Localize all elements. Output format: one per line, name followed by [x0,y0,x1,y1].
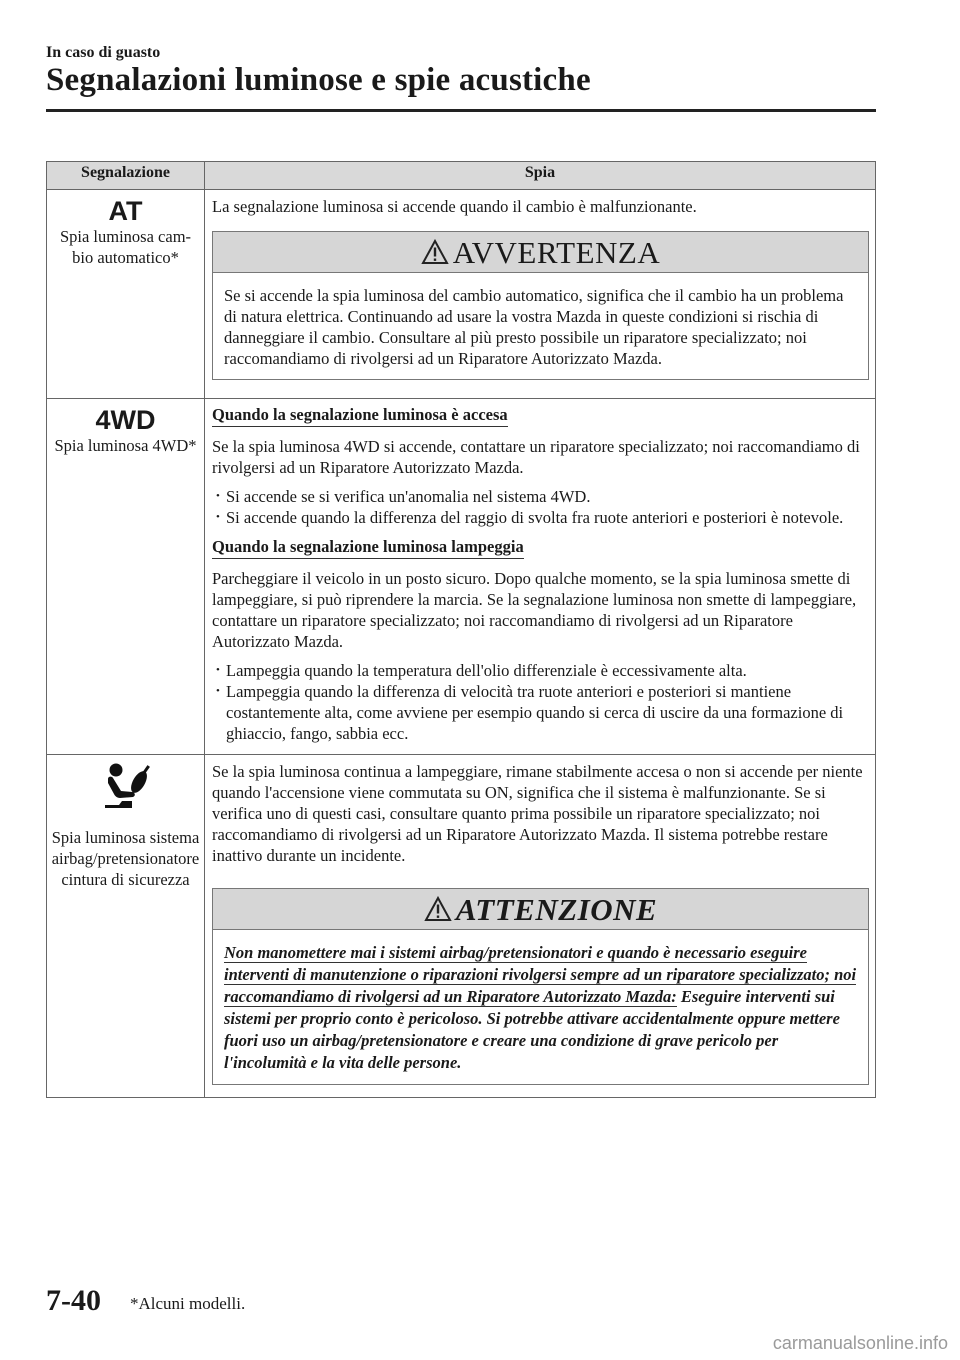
description-cell [205,190,876,399]
subheading-blinking: Quando la segnalazione luminosa lampeggia [212,536,524,559]
table-row [47,755,876,1098]
table-row [47,399,876,755]
warning-triangle-icon [421,239,449,265]
description-text: Parcheggiare il veicolo in un posto sicuro. Dopo qualche momento, se la spia luminosa smette di lampeggiare, si può riprendere la marcia. Se la segnalazione luminosa non smette di lampeggiare, contattare un riparatore specializzato; noi raccomandiamo di rivolgersi ad un Riparatore Autorizzato Mazda. [212,569,857,651]
at-symbol-icon: AT [108,196,143,226]
signal-cell-4wd [47,399,205,755]
watermark: carmanualsonline.info [772,1333,948,1353]
caution-underlined-text: Non manomettere mai i sistemi airbag/pretensionatori e quando è necessario eseguire interventi di manutenzione o riparazioni rivolgersi sempre ad un riparatore specializzato; noi raccomandiamo di rivolgersi ad un Riparatore Autorizzato Mazda: [224,943,857,1006]
description-text: Se la spia luminosa 4WD si accende, contattare un riparatore specializzato; noi raccomandiamo di rivolgersi ad un Riparatore Autorizzato Mazda. [212,437,860,477]
signal-label: Spia luminosa cam-bio automatico* [59,227,192,267]
airbag-icon [99,761,153,813]
table-row [47,190,876,399]
description-text: La segnalazione luminosa si accende quando il cambio è malfunzionante. [212,197,697,216]
4wd-symbol-icon: 4WD [95,405,156,435]
signal-label: Spia luminosa sistema airbag/pretensionatore cintura di sicurezza [51,828,200,889]
description-cell [205,399,876,755]
signal-cell-airbag [47,755,205,1098]
section-label: In caso di guasto [46,44,161,61]
page-number: 7-40 [46,1284,101,1317]
list-item: • Si accende quando la differenza del raggio di svolta fra ruote anteriori e posteriori è notevole. [212,507,869,528]
description-cell [205,755,876,1098]
signal-cell-at [47,190,205,399]
signal-label: Spia luminosa 4WD* [54,436,197,455]
warning-triangle-icon [424,896,452,922]
caution-box-body [213,930,868,1084]
caution-box-title: ATTENZIONE [455,891,658,927]
column-header-spia: Spia [205,162,876,190]
caution-text: Eseguire interventi sui sistemi per proprio conto è pericoloso. Si potrebbe attivare accidentalmente oppure mettere fuori uso un airbag/pretensionatore e creare una condizione di grave pericolo per l'incolumità e la vita delle persone. [224,987,840,1072]
caution-box [212,888,869,1085]
warning-lights-table [46,161,876,1098]
list-item: • Si accende se si verifica un'anomalia nel sistema 4WD. [212,486,869,507]
subheading-on: Quando la segnalazione luminosa è accesa [212,404,508,427]
caution-box-header [213,889,868,930]
bullet-list [212,660,869,744]
title-rule [46,109,876,112]
list-item: • Lampeggia quando la differenza di velocità tra ruote anteriori e posteriori si mantiene costantemente alta, come avviene per esempio quando si cerca di uscire da una formazione di ghiaccio, fango, sabbia ecc. [212,681,869,744]
page-title: Segnalazioni luminose e spie acustiche [46,62,591,98]
list-item: • Lampeggia quando la temperatura dell'olio differenziale è eccessivamente alta. [212,660,869,681]
column-header-signal: Segnalazione [47,162,205,190]
warning-box-text: Se si accende la spia luminosa del cambio automatico, significa che il cambio ha un problema di natura elettrica. Continuando ad usare la vostra Mazda in queste condizioni si rischia di danneggiare il cambio. Consultare al più presto possibile un riparatore specializzato; noi raccomandiamo di rivolgersi ad un Riparatore Autorizzato Mazda. [224,286,844,368]
warning-box [212,231,869,380]
description-text: Se la spia luminosa continua a lampeggiare, rimane stabilmente accesa o non si accende per niente quando l'accensione viene commutata su ON, significa che il sistema è malfunzionante. Se si verifica uno di questi casi, consultare quanto prima possibile un riparatore specializzato; noi raccomandiamo di rivolgersi ad un Riparatore Autorizzato Mazda. Il sistema potrebbe restare inattivo durante un incidente. [212,762,863,865]
table-header-row [47,162,876,190]
footnote: *Alcuni modelli. [130,1294,246,1313]
bullet-list [212,486,869,528]
warning-box-title: AVVERTENZA [452,234,661,270]
warning-box-header [213,232,868,273]
